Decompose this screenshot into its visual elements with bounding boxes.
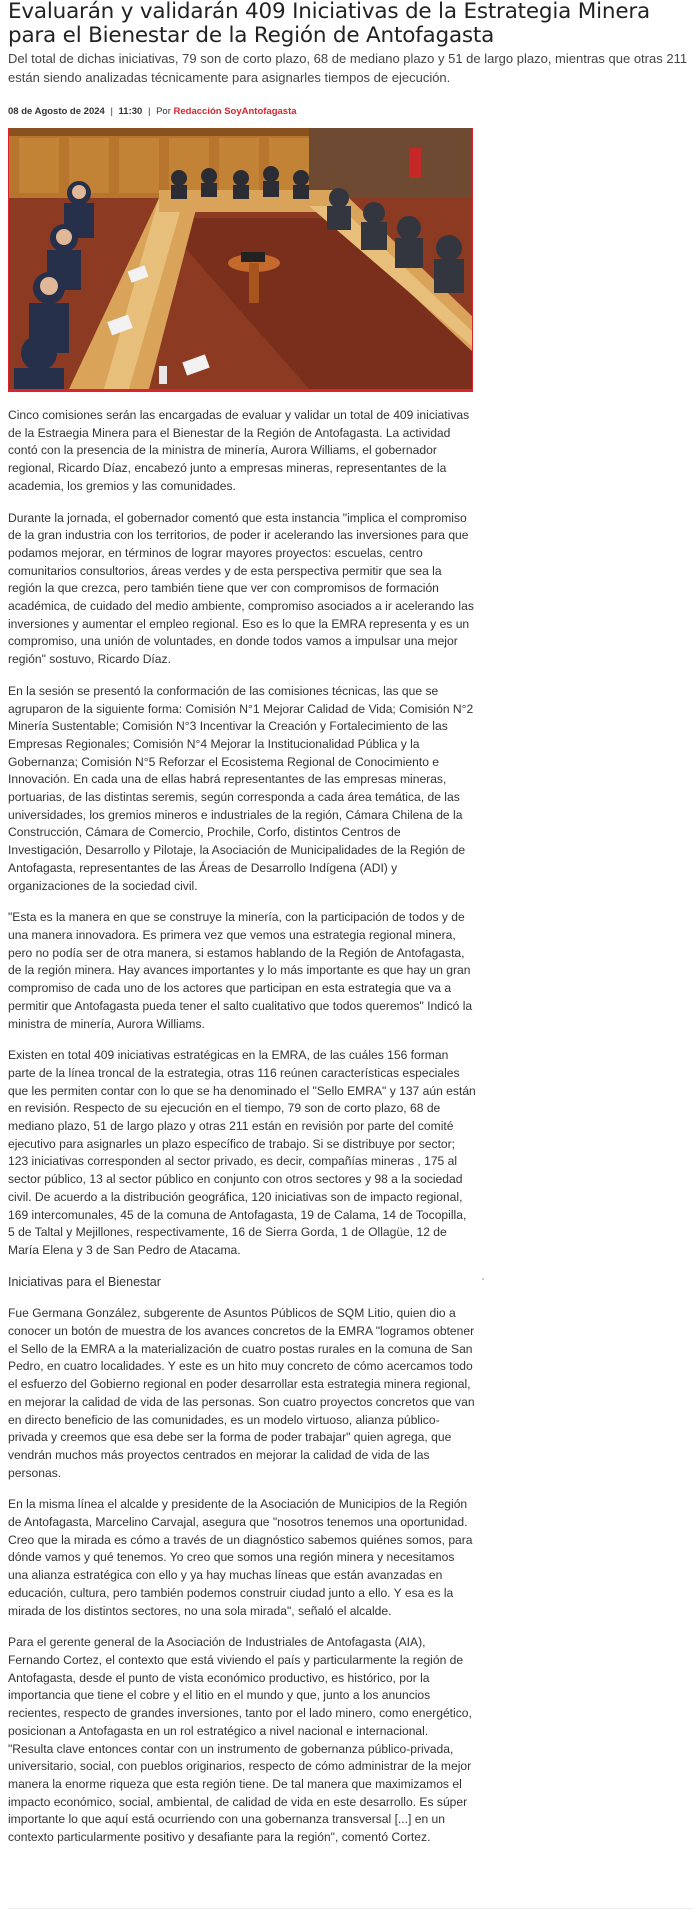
byline-author-link[interactable]: Redacción SoyAntofagasta — [173, 106, 297, 117]
article-paragraph: Para el gerente general de la Asociación de Industriales de Antofagasta (AIA), Fernando Cortez, el contexto que está viviendo el país y particularmente la región de Antofagasta, desde el punto de vista económico productivo, es histórico, por la importancia que tiene el cobre y el litio en el mundo y que, junto a los anuncios recientes, respecto de grandes inversiones, tanto por el lado minero, como energético, posicionan a Antofagasta en un rol estratégico a nivel nacional e internacional. "Resulta clave entonces contar con un instrumento de gobernanza público-privada, universitario, social, con pueblos originarios, respecto de cómo administrar de la mejor manera la enorme riqueza que esta región tiene. De tal manera que maximizamos el impacto económico, social, ambiental, de calidad de vida en este desarrollo. Es súper importante lo que aquí está ocurriendo con una gobernanza transversal [...] en un contexto particularmente positivo y desafiante para la región", comentó Cortez. — [8, 1635, 472, 1845]
article-paragraph: "Esta es la manera en que se construye la minería, con la participación de todos y de una manera innovadora. Es primera vez que vemos una estrategia regional minera, pero no podía ser de otra manera, si estamos hablando de la Región de Antofagasta, de la región minera. Hay avances importantes y lo más importante es que hay un gran compromiso de cada uno de los actores que participan en esta estrategia que va a permitir que Antofagasta pueda tener el salto cualitativo que todos queremos" Indicó la ministra de minería, Aurora Williams. — [8, 910, 473, 1031]
byline-time: 11:30 — [118, 106, 143, 117]
article-byline — [8, 106, 297, 117]
article-body — [8, 407, 476, 1861]
byline-by-label: Por — [156, 106, 171, 117]
meeting-photo — [8, 128, 473, 392]
article-lead: Del total de dichas iniciativas, 79 son de corto plazo, 68 de mediano plazo y 51 de largo plazo, mientras que otras 211 están siendo analizadas técnicamente para asignarles tiempos de ejecución. — [8, 51, 688, 85]
article-paragraph: Durante la jornada, el gobernador comentó que esta instancia "implica el compromiso de la gran industria con los territorios, de poder ir acelerando las inversiones para que podamos mejorar, en términos de lograr mayores proyectos: escuelas, centro comunitarios consultorios, áreas verdes y de esta perspectiva permitir que sea la región la que crezca, pero también tiene que ver con compromisos de formación académica, de cuidado del medio ambiente, compromiso asociados a ir acelerando las inversiones y aumentar el empleo regional. Eso es lo que la EMRA representa y es un compromiso, una unión de voluntades, en donde todos vamos a impulsar una mejor región" sostuvo, Ricardo Díaz. — [8, 510, 474, 667]
article-subheading: Iniciativas para el Bienestar — [8, 1274, 161, 1289]
article-paragraph: En la misma línea el alcalde y presidente de la Asociación de Municipios de la Región de Antofagasta, Marcelino Carvajal, asegura que "nosotros tenemos una oportunidad. Creo que la mirada es cómo a través de un diagnóstico sabemos quiénes somos, para dónde vamos y qué tenemos. Yo creo que somos una región minera y necesitamos una alianza estratégica con ello y ya hay muchas líneas que están avanzadas en educación, cultura, pero también podemos construir ciudad junto a ello. Y esa es la mirada de los distintos sectores, no una sola mirada", señaló el alcalde. — [8, 1497, 473, 1618]
article-paragraph: Fue Germana González, subgerente de Asuntos Públicos de SQM Litio, quien dio a conocer un botón de muestra de los avances concretos de la EMRA "logramos obtener el Sello de la EMRA a la materialización de cuatro postas rurales en la comuna de San Pedro, en cuatro localidades. Y este es un hito muy concreto de cómo acercamos todo el esfuerzo del Gobierno regional en poder desarrollar esta estrategia minera regional, en mejorar la calidad de vida de las personas. Son cuatro proyectos concretos que van en directo beneficio de las comunidades, es un modelo virtuoso, alianza público-privada y creemos que esa debe ser la forma de poder trabajar" quien agrega, que vendrán muchos más proyectos centrados en mejorar la calidad de vida de las personas. — [8, 1306, 475, 1480]
article-paragraph: Cinco comisiones serán las encargadas de evaluar y validar un total de 409 iniciativas de la Estraegia Minera para el Bienestar de la Región de Antofagasta. La actividad contó con la presencia de la ministra de minería, Aurora Williams, el gobernador regional, Ricardo Díaz, encabezó junto a empresas mineras, representantes de la academia, los gremios y las comunidades. — [8, 408, 470, 493]
decorative-dot — [482, 1278, 484, 1280]
byline-date: 08 de Agosto de 2024 — [8, 106, 105, 117]
bottom-divider — [8, 1908, 693, 1909]
article-headline: Evaluarán y validarán 409 Iniciativas de la Estrategia Minera para el Bienestar de la Región de Antofagasta — [8, 0, 650, 48]
article-paragraph: En la sesión se presentó la conformación de las comisiones técnicas, las que se agruparon de la siguiente forma: Comisión N°1 Mejorar Calidad de Vida; Comisión N°2 Minería Sustentable; Comisión N°3 Incentivar la Creación y Fortalecimiento de las Empresas Regionales; Comisión N°4 Mejorar la Institucionalidad Pública y la Gobernanza; Comisión N°5 Reforzar el Ecosistema Regional de Conocimiento e Innovación. En cada una de ellas habrá representantes de las empresas mineras, portuarias, de las distintas seremis, según corresponda a cada área temática, de las universidades, los gremios mineros e industriales de la región, Cámara Chilena de la Construcción, Cámara de Comercio, Prochile, Corfo, distintos Centros de Investigación, Desarrollo y Pilotaje, la Asociación de Municipalidades de la Región de Antofagasta, representantes de las Áreas de Desarrollo Indígena (ADI) y organizaciones de la sociedad civil. — [8, 683, 474, 893]
byline-separator: | — [110, 106, 113, 117]
byline-separator: | — [147, 106, 151, 117]
meeting-photo-illustration — [9, 128, 473, 389]
article-paragraph: Existen en total 409 iniciativas estratégicas en la EMRA, de las cuáles 156 forman parte de la línea troncal de la estrategia, otras 116 reúnen características especiales que les permiten contar con lo que se ha denominado el "Sello EMRA" y 137 aún están en revisión. Respecto de su ejecución en el tiempo, 79 son de corto plazo, 68 de mediano plazo, 51 de largo plazo y otras 211 están en revisión por parte del comité ejecutivo para asignarles un plazo específico de trabajo. Si se distribuye por sector; 123 iniciativas corresponden al sector privado, es decir, compañías mineras , 175 al sector público, 13 al sector público en conjunto con otros sectores y 98 a la sociedad civil. De acuerdo a la distribución geográfica, 120 iniciativas son de impacto regional, 169 intercomunales, 45 de la comuna de Antofagasta, 19 de Calama, 14 de Tocopilla, 5 de Taltal y Mejillones, respectivamente, 16 de Sierra Gorda, 1 de Ollagüe, 12 de María Elena y 3 de San Pedro de Atacama. — [8, 1048, 476, 1257]
